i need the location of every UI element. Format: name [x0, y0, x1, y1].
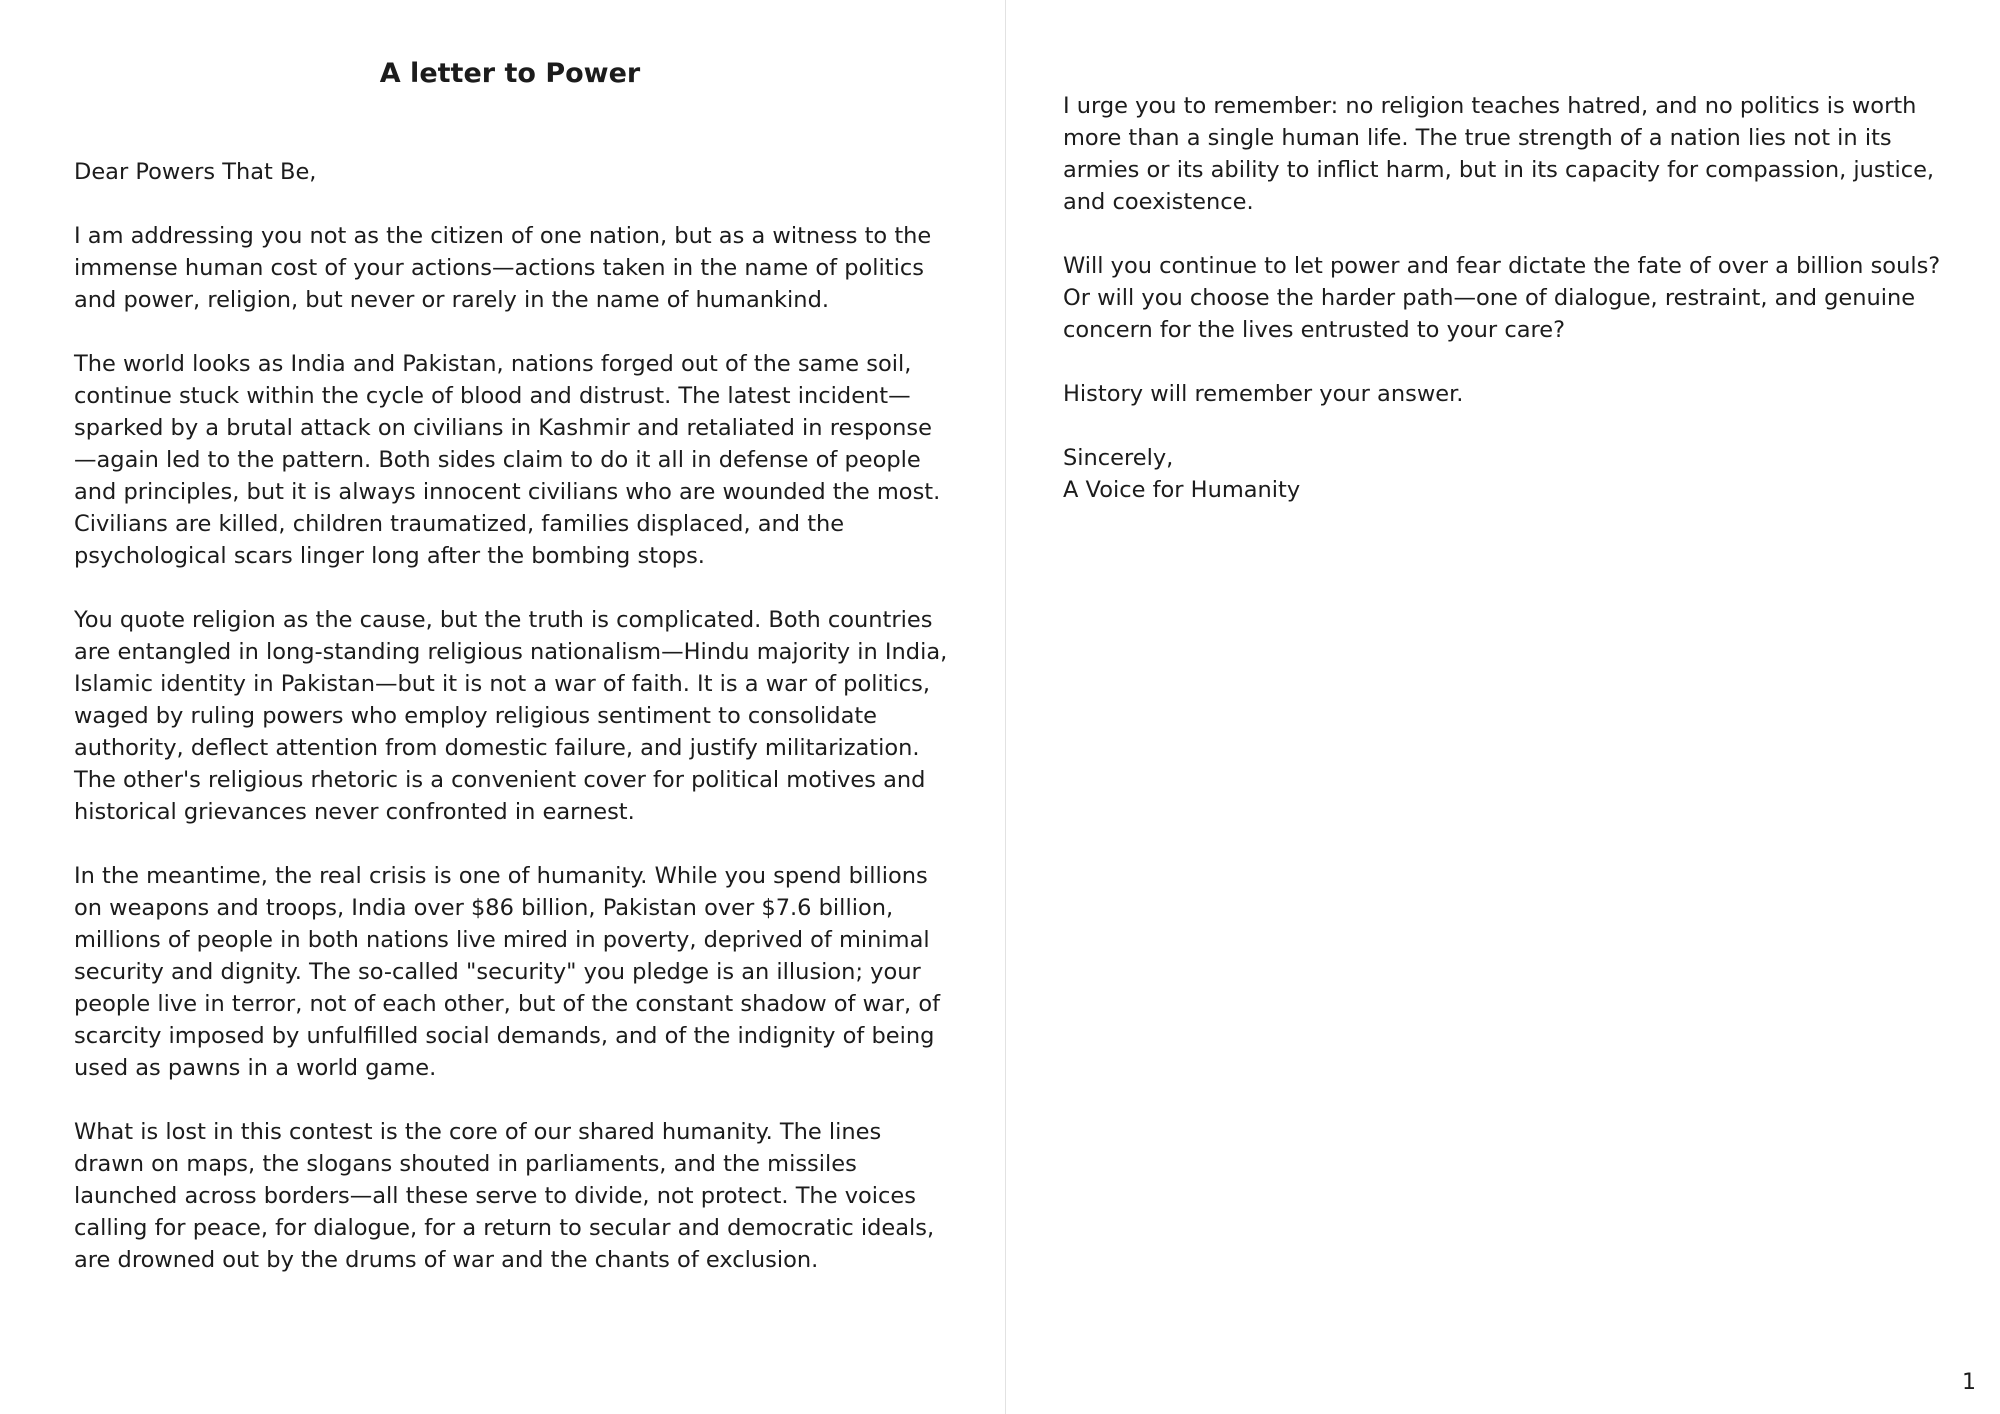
greeting: Dear Powers That Be,	[74, 159, 317, 185]
paragraph: You quote religion as the cause, but the truth is complicated. Both countries are entangled in long-standing religious nationalism—Hindu majority in India, Islamic identity in Pakistan—but it is not a war of faith. It is a war of politics, waged by ruling powers who employ religious sentiment to consolidate authority, deflect attention from domestic failure, and justify militarization. The other's religious rhetoric is a convenient cover for political motives and historical grievances never confronted in earnest.	[74, 607, 948, 825]
page-divider	[1005, 0, 1006, 1414]
closing: Sincerely,	[1063, 445, 1174, 471]
page-number: 1	[1962, 1370, 1976, 1395]
signature: A Voice for Humanity	[1063, 477, 1301, 503]
left-column	[74, 156, 954, 1308]
paragraph: History will remember your answer.	[1063, 381, 1464, 407]
paragraph: What is lost in this contest is the core of our shared humanity. The lines drawn on maps, the slogans shouted in parliaments, and the missiles launched across borders—all these serve to divide, not protect. The voices calling for peace, for dialogue, for a return to secular and democratic ideals, are drowned out by the drums of war and the chants of exclusion.	[74, 1119, 935, 1273]
signoff	[1063, 442, 1943, 506]
document-title: A letter to Power	[379, 58, 641, 89]
paragraph: Will you continue to let power and fear dictate the fate of over a billion souls? Or will you choose the harder path—one of dialogue, restraint, and genuine concern for the lives entrusted to your care?	[1063, 253, 1941, 343]
paragraph: The world looks as India and Pakistan, nations forged out of the same soil, continue stuck within the cycle of blood and distrust. The latest incident—sparked by a brutal attack on civilians in Kashmir and retaliated in response—again led to the pattern. Both sides claim to do it all in defense of people and principles, but it is always innocent civilians who are wounded the most. Civilians are killed, children traumatized, families displaced, and the psychological scars linger long after the bombing stops.	[74, 351, 941, 569]
paragraph: In the meantime, the real crisis is one of humanity. While you spend billions on weapons and troops, India over $86 billion, Pakistan over $7.6 billion, millions of people in both nations live mired in poverty, deprived of minimal security and dignity. The so-called "security" you pledge is an illusion; your people live in terror, not of each other, but of the constant shadow of war, of scarcity imposed by unfulfilled social demands, and of the indignity of being used as pawns in a world game.	[74, 863, 941, 1081]
paragraph: I urge you to remember: no religion teaches hatred, and no politics is worth more than a single human life. The true strength of a nation lies not in its armies or its ability to inflict harm, but in its capacity for compassion, justice, and coexistence.	[1063, 93, 1935, 215]
paragraph: I am addressing you not as the citizen of one nation, but as a witness to the immense human cost of your actions—actions taken in the name of politics and power, religion, but never or rarely in the name of humankind.	[74, 223, 932, 313]
right-column	[1063, 90, 1943, 506]
